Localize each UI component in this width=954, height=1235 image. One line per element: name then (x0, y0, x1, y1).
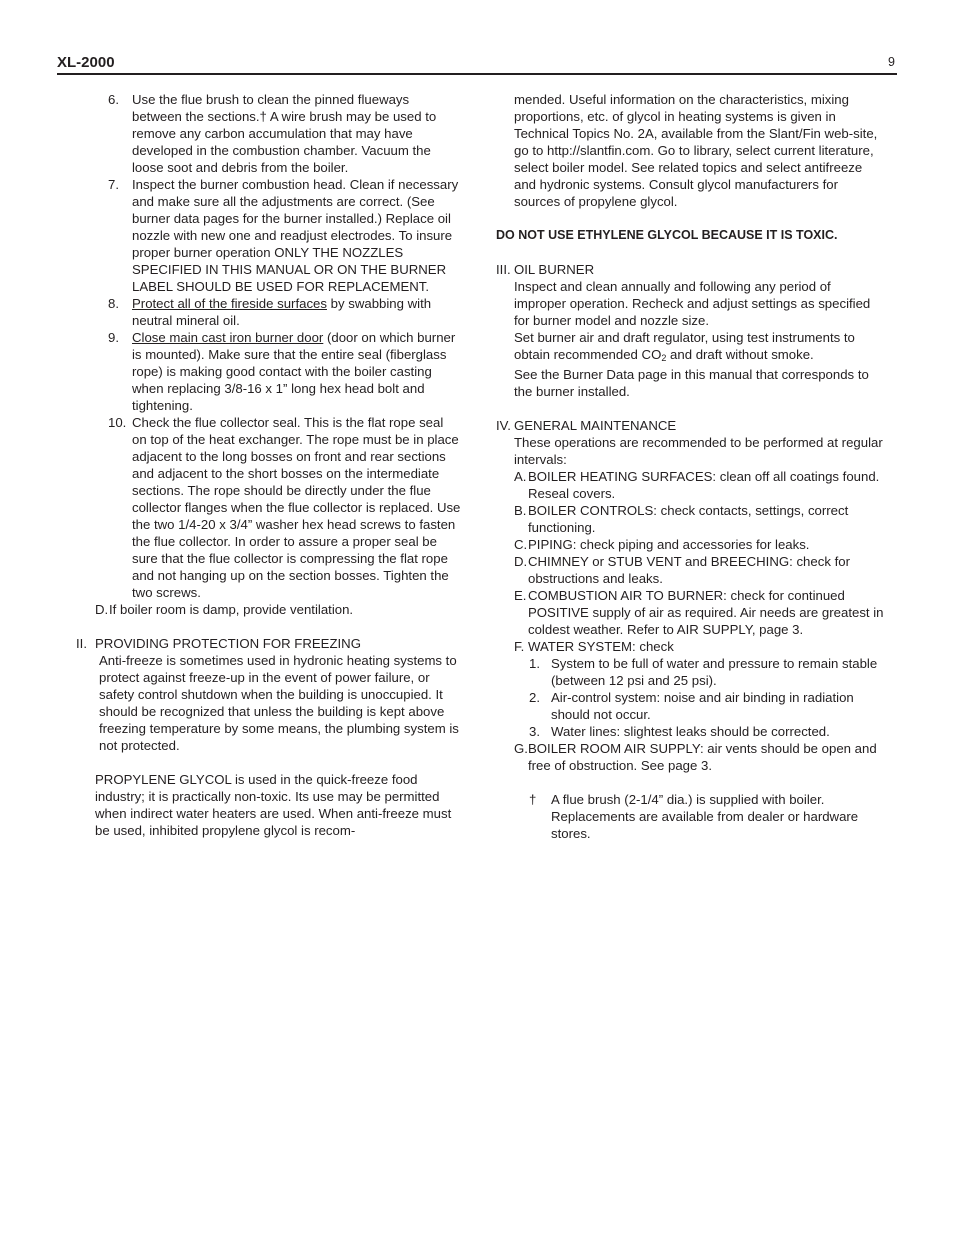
sub-list-item (496, 689, 884, 723)
item-letter: D. (95, 602, 109, 617)
section-paragraph (496, 329, 884, 363)
list-item (57, 601, 461, 618)
item-text-rest: (door on which burner is mounted). Make sure that the entire seal (fiberglass rope) is making good contact with the boiler casting when replacing 3/8-16 x 1” long hex head bolt and tightening. (132, 330, 456, 413)
section-title: PROVIDING PROTECTION FOR FREEZING (95, 636, 361, 651)
item-text-rest: by swabbing with neutral mineral oil. (132, 296, 432, 328)
left-column (57, 91, 461, 839)
list-item (57, 176, 461, 295)
underlined-phrase: Close main cast iron burner door (132, 330, 324, 345)
sub-list-item (496, 655, 884, 689)
item-number: 10. (108, 415, 127, 430)
continued-paragraph: mended. Useful information on the characteristics, mixing proportions, etc. of glycol in heating systems is given in Technical Topics No. 2A, available from the Slant/Fin web-site, go to http://slantfin.com. Go to library, select current literature, select boiler model. See related topics and select antifreeze and hydronic systems. Consult glycol manufacturers for sources of propylene glycol. (514, 92, 878, 209)
text-segment: Set burner air and draft regulator, using test instruments to obtain recommended CO (514, 330, 855, 362)
list-item (496, 740, 884, 774)
warning-text: DO NOT USE ETHYLENE GLYCOL BECAUSE IT IS TOXIC. (496, 228, 838, 242)
item-text: BOILER CONTROLS: check contacts, settings, correct functioning. (528, 503, 849, 535)
item-text: PIPING: check piping and accessories for leaks. (528, 537, 810, 552)
header-divider (57, 73, 897, 75)
subscript: 2 (661, 353, 667, 363)
item-letter: G. (514, 741, 528, 756)
item-letter: C. (514, 537, 528, 552)
item-text: WATER SYSTEM: check (528, 639, 674, 654)
section-number: II. (76, 636, 87, 651)
list-item (496, 638, 884, 655)
dagger-mark: † (529, 792, 537, 807)
sub-list-item (496, 723, 884, 740)
list-item (496, 468, 884, 502)
item-letter: D. (514, 554, 528, 569)
list-item (57, 91, 461, 176)
text-segment: and draft without smoke. (666, 347, 814, 362)
section-heading (496, 261, 884, 278)
document-title: XL-2000 (57, 54, 115, 71)
item-letter: E. (514, 588, 527, 603)
item-letter: A. (514, 469, 527, 484)
item-text: BOILER HEATING SURFACES: clean off all coatings found. Reseal covers. (528, 469, 880, 501)
item-text: COMBUSTION AIR TO BURNER: check for continued POSITIVE supply of air as required. Air needs are greatest in coldest weather. Refer to AIR SUPPLY, page 3. (528, 588, 884, 637)
section-paragraph: PROPYLENE GLYCOL is used in the quick-freeze food industry; it is practically non-toxic. Its use may be permitted when indirect water heaters are used. When anti-freeze must be used, inhibited propylene glycol is recom- (95, 772, 452, 838)
underlined-phrase: Protect all of the fireside surfaces (132, 296, 327, 311)
right-column (496, 91, 884, 842)
item-number: 1. (529, 656, 540, 671)
section-paragraph: Anti-freeze is sometimes used in hydronic heating systems to protect against freeze-up in the event of power failure, or safety control shutdown when the building is unoccupied. It should be recognized that unless the building is kept above freezing temperature by some means, the plumbing system is not protected. (99, 653, 459, 753)
item-text: Use the flue brush to clean the pinned flueways between the sections.† A wire brush may be used to remove any carbon accumulation that may have developed in the combustion chamber. Vacuum the loose soot and debris from the boiler. (132, 92, 437, 175)
section-number: IV. (496, 418, 511, 433)
item-number: 7. (108, 177, 119, 192)
item-number: 2. (529, 690, 540, 705)
item-text: Check the flue collector seal. This is the flat rope seal on top of the heat exchanger. The rope must be in place adjacent to the long bosses on front and rear sections and adjacent to the short bosses on the intermediate sections. The rope should be directly under the flue collector flanges when the flue collector is replaced. Use the two 1/4-20 x 3/4” washer hex head screws to fasten the flue collector. In order to assure a proper seal be sure that the flue collector is compressing the flat rope and not hanging up on the section bosses. Tighten the two screws. (132, 415, 461, 600)
item-number: 8. (108, 296, 119, 311)
section-paragraph: See the Burner Data page in this manual that corresponds to the burner installed. (514, 367, 869, 399)
list-item (496, 587, 884, 638)
footnote-text: A flue brush (2-1/4” dia.) is supplied with boiler. Replacements are available from dealer or hardware stores. (551, 792, 859, 841)
item-number: 9. (108, 330, 119, 345)
item-text: If boiler room is damp, provide ventilation. (109, 602, 354, 617)
item-text: Air-control system: noise and air binding in radiation should not occur. (551, 690, 854, 722)
item-text (132, 329, 461, 414)
item-text: System to be full of water and pressure to remain stable (between 12 psi and 25 psi). (551, 656, 878, 688)
item-text: BOILER ROOM AIR SUPPLY: air vents should be open and free of obstruction. See page 3. (528, 741, 877, 773)
section-title: GENERAL MAINTENANCE (514, 418, 677, 433)
page-number: 9 (888, 55, 895, 69)
section-paragraph: Inspect and clean annually and following any period of improper operation. Recheck and adjust settings as specified for burner model and nozzle size. (514, 279, 871, 328)
item-letter: B. (514, 503, 527, 518)
section-paragraph: These operations are recommended to be performed at regular intervals: (514, 435, 883, 467)
item-letter: F. (514, 639, 525, 654)
footnote (496, 791, 884, 842)
item-text: Inspect the burner combustion head. Clean if necessary and make sure all the adjustments are correct. (See burner data pages for the burner installed.) Replace oil nozzle with new one and readjust electrodes. To insure proper burner operation ONLY THE NOZZLES SPECIFIED IN THIS MANUAL OR ON THE BURNER LABEL SHOULD BE USED FOR REPLACEMENT. (132, 177, 459, 294)
section-heading (57, 635, 461, 652)
list-item (57, 295, 461, 329)
item-text: CHIMNEY or STUB VENT and BREECHING: check for obstructions and leaks. (528, 554, 850, 586)
list-item (57, 329, 461, 414)
list-item (496, 536, 884, 553)
list-item (496, 553, 884, 587)
section-title: OIL BURNER (514, 262, 595, 277)
item-number: 6. (108, 92, 119, 107)
item-number: 3. (529, 724, 540, 739)
list-item (496, 502, 884, 536)
item-text: Water lines: slightest leaks should be corrected. (551, 724, 830, 739)
item-text (132, 295, 461, 329)
section-number: III. (496, 262, 511, 277)
list-item (57, 414, 461, 601)
section-heading (496, 417, 884, 434)
